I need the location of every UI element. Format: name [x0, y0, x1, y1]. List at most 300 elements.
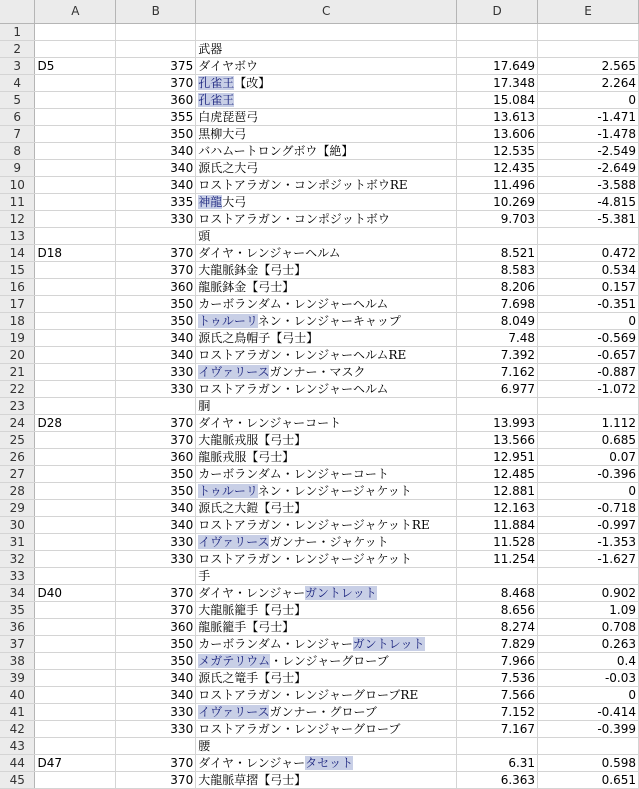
row-header[interactable]: 5 [0, 91, 35, 108]
cell-c[interactable] [196, 363, 457, 380]
column-header-a[interactable]: A [35, 0, 116, 23]
cell-c[interactable] [196, 669, 457, 686]
cell-b[interactable]: 370 [116, 414, 196, 431]
row-header[interactable]: 1 [0, 23, 35, 40]
highlighted-text-segment: イヴァリース [198, 704, 270, 719]
cell-a[interactable] [35, 125, 116, 142]
cell-c[interactable] [196, 499, 457, 516]
highlighted-text-segment: ガントレット [304, 585, 377, 600]
table-row [0, 261, 639, 278]
row-header[interactable]: 30 [0, 516, 35, 533]
row-header[interactable]: 41 [0, 703, 35, 720]
cell-a[interactable]: D40 [35, 584, 116, 601]
cell-e[interactable]: 0.263 [538, 635, 639, 652]
highlighted-text-segment: ガントレット [352, 636, 425, 651]
cell-b[interactable] [116, 40, 196, 57]
cell-b[interactable]: 330 [116, 703, 196, 720]
row-header[interactable]: 4 [0, 74, 35, 91]
cell-e[interactable]: 2.264 [538, 74, 639, 91]
cell-e[interactable] [538, 567, 639, 584]
row-header[interactable]: 38 [0, 652, 35, 669]
cell-c[interactable] [196, 652, 457, 669]
cell-d[interactable]: 7.48 [457, 329, 538, 346]
cell-d[interactable]: 12.951 [457, 448, 538, 465]
cell-a[interactable] [35, 23, 116, 40]
row-header[interactable]: 25 [0, 431, 35, 448]
row-header[interactable]: 8 [0, 142, 35, 159]
cell-a[interactable] [35, 499, 116, 516]
cell-a[interactable] [35, 686, 116, 703]
cell-b[interactable]: 330 [116, 380, 196, 397]
cell-a[interactable] [35, 193, 116, 210]
highlighted-text-segment: イヴァリース [198, 534, 270, 549]
cell-a[interactable] [35, 227, 116, 244]
cell-d[interactable]: 13.606 [457, 125, 538, 142]
cell-e[interactable]: -0.399 [538, 720, 639, 737]
highlighted-text-segment: 孔雀王 [198, 75, 235, 90]
cell-d[interactable]: 8.049 [457, 312, 538, 329]
cell-e[interactable] [538, 737, 639, 754]
cell-c[interactable] [196, 516, 457, 533]
cell-a[interactable] [35, 380, 116, 397]
cell-a[interactable] [35, 397, 116, 414]
cell-c[interactable] [196, 91, 457, 108]
cell-a[interactable] [35, 210, 116, 227]
row-header[interactable]: 19 [0, 329, 35, 346]
row-header[interactable]: 18 [0, 312, 35, 329]
row-header[interactable]: 24 [0, 414, 35, 431]
row-header[interactable]: 37 [0, 635, 35, 652]
row-header[interactable]: 26 [0, 448, 35, 465]
cell-c[interactable] [196, 720, 457, 737]
cell-e[interactable]: -1.627 [538, 550, 639, 567]
cell-e[interactable]: 2.565 [538, 57, 639, 74]
row-header[interactable]: 13 [0, 227, 35, 244]
cell-e[interactable]: 0.157 [538, 278, 639, 295]
table-row [0, 210, 639, 227]
cell-a[interactable] [35, 669, 116, 686]
row-header[interactable]: 10 [0, 176, 35, 193]
column-header-e[interactable]: E [538, 0, 639, 23]
cell-b[interactable]: 370 [116, 754, 196, 771]
table-row [0, 465, 639, 482]
cell-d[interactable]: 7.162 [457, 363, 538, 380]
cell-a[interactable]: D18 [35, 244, 116, 261]
cell-c[interactable] [196, 431, 457, 448]
row-header[interactable]: 16 [0, 278, 35, 295]
cell-a[interactable] [35, 567, 116, 584]
cell-e[interactable]: 0.4 [538, 652, 639, 669]
cell-a[interactable] [35, 550, 116, 567]
cell-b[interactable] [116, 397, 196, 414]
row-header[interactable]: 17 [0, 295, 35, 312]
cell-a[interactable] [35, 635, 116, 652]
cell-c[interactable] [196, 108, 457, 125]
cell-a[interactable] [35, 652, 116, 669]
highlighted-text-segment: メガテリウム [198, 653, 271, 668]
cell-e[interactable]: 0 [538, 91, 639, 108]
select-all-corner[interactable] [0, 0, 35, 23]
cell-b[interactable]: 330 [116, 210, 196, 227]
cell-d[interactable]: 12.435 [457, 159, 538, 176]
cell-c[interactable] [196, 23, 457, 40]
cell-b[interactable]: 335 [116, 193, 196, 210]
row-header[interactable]: 45 [0, 771, 35, 788]
cell-a[interactable] [35, 329, 116, 346]
cell-c[interactable] [196, 601, 457, 618]
cell-e[interactable] [538, 40, 639, 57]
cell-d[interactable]: 10.269 [457, 193, 538, 210]
cell-c[interactable] [196, 312, 457, 329]
cell-e[interactable]: 0.651 [538, 771, 639, 788]
row-header[interactable]: 15 [0, 261, 35, 278]
row-header[interactable]: 12 [0, 210, 35, 227]
cell-a[interactable] [35, 533, 116, 550]
cell-c[interactable] [196, 295, 457, 312]
cell-b[interactable] [116, 227, 196, 244]
cell-c[interactable] [196, 193, 457, 210]
cell-b[interactable]: 360 [116, 448, 196, 465]
cell-e[interactable]: 0.708 [538, 618, 639, 635]
cell-a[interactable] [35, 720, 116, 737]
cell-d[interactable] [457, 397, 538, 414]
cell-d[interactable]: 12.535 [457, 142, 538, 159]
row-header[interactable]: 23 [0, 397, 35, 414]
cell-a[interactable] [35, 40, 116, 57]
cell-d[interactable]: 6.31 [457, 754, 538, 771]
cell-b[interactable]: 360 [116, 278, 196, 295]
cell-a[interactable] [35, 482, 116, 499]
cell-a[interactable] [35, 91, 116, 108]
row-header[interactable]: 21 [0, 363, 35, 380]
cell-e[interactable]: -2.549 [538, 142, 639, 159]
row-header[interactable]: 42 [0, 720, 35, 737]
cell-e[interactable] [538, 227, 639, 244]
row-header[interactable]: 28 [0, 482, 35, 499]
cell-b[interactable] [116, 567, 196, 584]
cell-a[interactable] [35, 159, 116, 176]
cell-c[interactable] [196, 754, 457, 771]
row-header[interactable]: 31 [0, 533, 35, 550]
cell-c[interactable] [196, 244, 457, 261]
row-header[interactable]: 36 [0, 618, 35, 635]
cell-e[interactable]: 0.685 [538, 431, 639, 448]
cell-e[interactable]: 0 [538, 686, 639, 703]
cell-c[interactable] [196, 159, 457, 176]
cell-a[interactable]: D5 [35, 57, 116, 74]
cell-a[interactable] [35, 431, 116, 448]
cell-d[interactable]: 7.698 [457, 295, 538, 312]
cell-d[interactable]: 8.583 [457, 261, 538, 278]
cell-a[interactable] [35, 312, 116, 329]
cell-b[interactable]: 370 [116, 601, 196, 618]
text-segment: ダイヤ・レンジャーヘルム [198, 245, 341, 260]
cell-d[interactable]: 13.993 [457, 414, 538, 431]
cell-c[interactable] [196, 176, 457, 193]
cell-d[interactable]: 6.977 [457, 380, 538, 397]
cell-d[interactable]: 15.084 [457, 91, 538, 108]
table-row [0, 91, 639, 108]
cell-c[interactable] [196, 57, 457, 74]
cell-c[interactable] [196, 533, 457, 550]
cell-c[interactable] [196, 74, 457, 91]
cell-b[interactable]: 375 [116, 57, 196, 74]
cell-c[interactable] [196, 142, 457, 159]
cell-b[interactable]: 340 [116, 686, 196, 703]
cell-e[interactable]: -3.588 [538, 176, 639, 193]
cell-d[interactable]: 12.881 [457, 482, 538, 499]
cell-b[interactable] [116, 23, 196, 40]
cell-a[interactable]: D47 [35, 754, 116, 771]
column-header-c[interactable]: C [196, 0, 457, 23]
cell-c[interactable] [196, 278, 457, 295]
cell-d[interactable]: 11.528 [457, 533, 538, 550]
cell-c[interactable] [196, 737, 457, 754]
table-row [0, 754, 639, 771]
cell-b[interactable]: 370 [116, 771, 196, 788]
cell-c[interactable] [196, 329, 457, 346]
cell-e[interactable]: 0.534 [538, 261, 639, 278]
cell-c[interactable] [196, 584, 457, 601]
highlighted-text-segment: トゥルーリ [198, 313, 258, 328]
text-segment: 大龍脈草摺【弓士】 [198, 772, 307, 787]
cell-b[interactable]: 330 [116, 550, 196, 567]
cell-c[interactable] [196, 703, 457, 720]
cell-b[interactable]: 340 [116, 329, 196, 346]
cell-e[interactable]: 1.09 [538, 601, 639, 618]
row-header[interactable]: 6 [0, 108, 35, 125]
cell-d[interactable] [457, 737, 538, 754]
cell-b[interactable]: 330 [116, 720, 196, 737]
cell-d[interactable]: 7.566 [457, 686, 538, 703]
cell-d[interactable]: 9.703 [457, 210, 538, 227]
cell-b[interactable]: 355 [116, 108, 196, 125]
text-segment: 大龍脈戎服【弓士】 [198, 432, 307, 447]
cell-c[interactable] [196, 380, 457, 397]
cell-b[interactable]: 360 [116, 618, 196, 635]
cell-d[interactable]: 12.163 [457, 499, 538, 516]
table-row [0, 635, 639, 652]
row-header[interactable]: 32 [0, 550, 35, 567]
row-header[interactable]: 33 [0, 567, 35, 584]
cell-b[interactable]: 350 [116, 465, 196, 482]
cell-a[interactable] [35, 142, 116, 159]
cell-b[interactable]: 340 [116, 516, 196, 533]
cell-a[interactable] [35, 703, 116, 720]
row-header[interactable]: 9 [0, 159, 35, 176]
cell-d[interactable]: 7.392 [457, 346, 538, 363]
cell-e[interactable]: 0.902 [538, 584, 639, 601]
cell-c[interactable] [196, 227, 457, 244]
cell-e[interactable]: -1.072 [538, 380, 639, 397]
cell-b[interactable]: 360 [116, 91, 196, 108]
cell-b[interactable]: 370 [116, 244, 196, 261]
row-header[interactable]: 11 [0, 193, 35, 210]
cell-c[interactable] [196, 448, 457, 465]
cell-c[interactable] [196, 40, 457, 57]
cell-e[interactable]: -5.381 [538, 210, 639, 227]
cell-e[interactable]: 0.598 [538, 754, 639, 771]
cell-c[interactable] [196, 618, 457, 635]
cell-c[interactable] [196, 210, 457, 227]
cell-b[interactable]: 350 [116, 312, 196, 329]
cell-d[interactable]: 13.613 [457, 108, 538, 125]
cell-a[interactable] [35, 261, 116, 278]
cell-a[interactable] [35, 737, 116, 754]
cell-d[interactable]: 11.884 [457, 516, 538, 533]
table-row [0, 295, 639, 312]
cell-b[interactable]: 340 [116, 159, 196, 176]
cell-a[interactable] [35, 363, 116, 380]
cell-e[interactable]: -0.718 [538, 499, 639, 516]
cell-a[interactable] [35, 176, 116, 193]
cell-b[interactable]: 340 [116, 346, 196, 363]
cell-d[interactable] [457, 23, 538, 40]
cell-b[interactable]: 350 [116, 125, 196, 142]
cell-e[interactable]: -0.569 [538, 329, 639, 346]
cell-c[interactable] [196, 482, 457, 499]
cell-a[interactable]: D28 [35, 414, 116, 431]
cell-e[interactable]: -0.396 [538, 465, 639, 482]
cell-a[interactable] [35, 465, 116, 482]
cell-e[interactable]: -0.03 [538, 669, 639, 686]
text-segment: ネン・レンジャーキャップ [257, 313, 401, 328]
cell-d[interactable]: 8.274 [457, 618, 538, 635]
cell-c[interactable] [196, 567, 457, 584]
row-header[interactable]: 2 [0, 40, 35, 57]
cell-b[interactable]: 370 [116, 261, 196, 278]
cell-a[interactable] [35, 601, 116, 618]
cell-d[interactable]: 7.152 [457, 703, 538, 720]
cell-d[interactable]: 7.966 [457, 652, 538, 669]
cell-d[interactable]: 11.496 [457, 176, 538, 193]
cell-b[interactable]: 350 [116, 295, 196, 312]
cell-d[interactable] [457, 40, 538, 57]
cell-e[interactable]: 0 [538, 312, 639, 329]
cell-a[interactable] [35, 346, 116, 363]
cell-e[interactable]: -0.351 [538, 295, 639, 312]
cell-b[interactable] [116, 737, 196, 754]
row-header[interactable]: 40 [0, 686, 35, 703]
cell-b[interactable]: 330 [116, 363, 196, 380]
cell-b[interactable]: 350 [116, 652, 196, 669]
cell-b[interactable]: 340 [116, 499, 196, 516]
cell-d[interactable]: 17.649 [457, 57, 538, 74]
cell-d[interactable]: 17.348 [457, 74, 538, 91]
cell-d[interactable]: 7.536 [457, 669, 538, 686]
cell-a[interactable] [35, 516, 116, 533]
text-segment: 大弓 [222, 194, 247, 209]
cell-d[interactable]: 6.363 [457, 771, 538, 788]
cell-e[interactable]: -0.657 [538, 346, 639, 363]
cell-d[interactable]: 8.206 [457, 278, 538, 295]
text-segment: 頭 [198, 228, 211, 243]
cell-d[interactable]: 7.829 [457, 635, 538, 652]
cell-b[interactable]: 350 [116, 482, 196, 499]
row-header[interactable]: 34 [0, 584, 35, 601]
cell-c[interactable] [196, 550, 457, 567]
cell-d[interactable]: 7.167 [457, 720, 538, 737]
highlighted-text-segment: 神龍 [198, 194, 223, 209]
row-header[interactable]: 29 [0, 499, 35, 516]
cell-c[interactable] [196, 125, 457, 142]
cell-b[interactable]: 330 [116, 533, 196, 550]
cell-c[interactable] [196, 261, 457, 278]
cell-c[interactable] [196, 465, 457, 482]
text-segment: 龍脈籠手【弓士】 [198, 619, 295, 634]
text-segment: 大龍脈籠手【弓士】 [198, 602, 307, 617]
cell-d[interactable]: 12.485 [457, 465, 538, 482]
cell-a[interactable] [35, 108, 116, 125]
row-header[interactable]: 3 [0, 57, 35, 74]
cell-a[interactable] [35, 618, 116, 635]
column-header-d[interactable]: D [457, 0, 538, 23]
row-header[interactable]: 7 [0, 125, 35, 142]
column-header-b[interactable]: B [116, 0, 196, 23]
cell-b[interactable]: 350 [116, 635, 196, 652]
cell-c[interactable] [196, 635, 457, 652]
row-header[interactable]: 43 [0, 737, 35, 754]
row-header[interactable]: 14 [0, 244, 35, 261]
cell-c[interactable] [196, 414, 457, 431]
cell-b[interactable]: 340 [116, 669, 196, 686]
cell-e[interactable]: 0 [538, 482, 639, 499]
cell-c[interactable] [196, 346, 457, 363]
row-header[interactable]: 39 [0, 669, 35, 686]
cell-c[interactable] [196, 397, 457, 414]
row-header[interactable]: 20 [0, 346, 35, 363]
cell-b[interactable]: 370 [116, 74, 196, 91]
cell-a[interactable] [35, 448, 116, 465]
cell-e[interactable]: -4.815 [538, 193, 639, 210]
cell-a[interactable] [35, 74, 116, 91]
cell-b[interactable]: 370 [116, 431, 196, 448]
cell-b[interactable]: 340 [116, 142, 196, 159]
row-header[interactable]: 35 [0, 601, 35, 618]
cell-a[interactable] [35, 278, 116, 295]
table-row [0, 652, 639, 669]
row-header[interactable]: 27 [0, 465, 35, 482]
cell-a[interactable] [35, 295, 116, 312]
cell-d[interactable]: 8.468 [457, 584, 538, 601]
cell-e[interactable]: -1.353 [538, 533, 639, 550]
table-row [0, 346, 639, 363]
cell-d[interactable] [457, 227, 538, 244]
cell-c[interactable] [196, 686, 457, 703]
row-header[interactable]: 44 [0, 754, 35, 771]
cell-e[interactable]: 0.07 [538, 448, 639, 465]
text-segment: 源氏之篭手【弓士】 [198, 670, 307, 685]
cell-d[interactable]: 8.656 [457, 601, 538, 618]
cell-e[interactable]: -1.478 [538, 125, 639, 142]
cell-e[interactable]: -0.414 [538, 703, 639, 720]
cell-d[interactable]: 8.521 [457, 244, 538, 261]
cell-e[interactable] [538, 397, 639, 414]
cell-b[interactable]: 340 [116, 176, 196, 193]
cell-e[interactable]: -2.649 [538, 159, 639, 176]
cell-e[interactable]: 1.112 [538, 414, 639, 431]
row-header[interactable]: 22 [0, 380, 35, 397]
cell-d[interactable] [457, 567, 538, 584]
cell-e[interactable]: 0.472 [538, 244, 639, 261]
cell-e[interactable] [538, 23, 639, 40]
cell-d[interactable]: 11.254 [457, 550, 538, 567]
cell-b[interactable]: 370 [116, 584, 196, 601]
cell-e[interactable]: -1.471 [538, 108, 639, 125]
cell-e[interactable]: -0.887 [538, 363, 639, 380]
cell-e[interactable]: -0.997 [538, 516, 639, 533]
cell-d[interactable]: 13.566 [457, 431, 538, 448]
